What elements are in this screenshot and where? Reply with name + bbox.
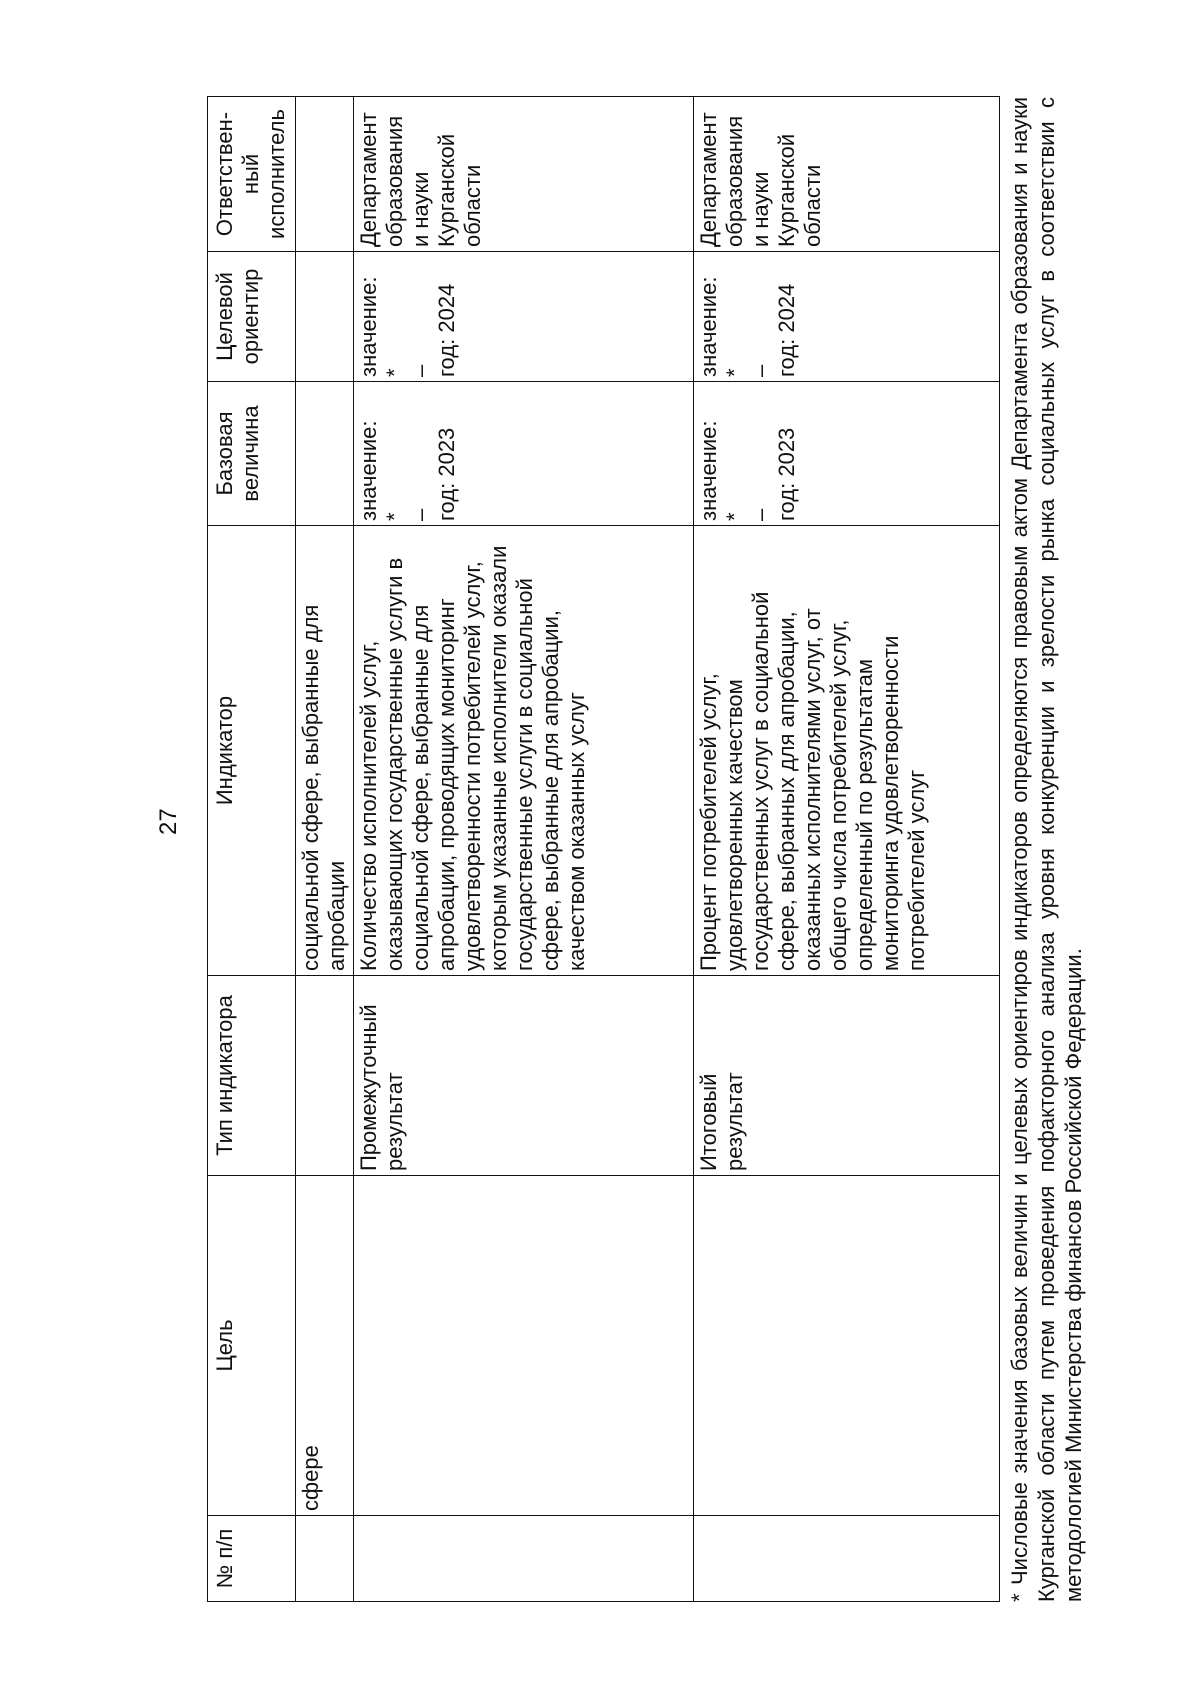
cell-type: Промежуточный результат	[354, 976, 694, 1176]
header-responsible: Ответствен-ный исполнитель	[208, 97, 296, 252]
table-header-row	[208, 97, 296, 1602]
cell-target	[694, 252, 1000, 382]
cell-responsible	[296, 97, 354, 252]
header-base: Базовая величина	[208, 382, 296, 526]
cell-base	[296, 382, 354, 526]
base-dash: –	[748, 508, 773, 521]
cell-type: Итоговый результат	[694, 976, 1000, 1176]
target-value-label: значение:	[696, 276, 721, 377]
base-value: *	[722, 512, 747, 521]
cell-target	[296, 252, 354, 382]
header-type: Тип индикатора	[208, 976, 296, 1176]
header-num: № п/п	[208, 1516, 296, 1602]
cell-base	[354, 382, 694, 526]
cell-target	[354, 252, 694, 382]
target-year: год: 2024	[774, 283, 799, 377]
base-year: год: 2023	[774, 427, 799, 521]
target-dash: –	[408, 364, 433, 377]
cell-num	[694, 1516, 1000, 1602]
header-goal: Цель	[208, 1176, 296, 1516]
table-row	[694, 97, 1000, 1602]
cell-goal	[694, 1176, 1000, 1516]
cell-responsible: Департамент образования и науки Курганской области	[354, 97, 694, 252]
indicators-table	[207, 96, 1000, 1602]
cell-responsible: Департамент образования и науки Курганской области	[694, 97, 1000, 252]
target-value: *	[382, 368, 407, 377]
target-value-label: значение:	[356, 276, 381, 377]
cell-goal: сфере	[296, 1176, 354, 1516]
cell-base	[694, 382, 1000, 526]
base-value: *	[382, 512, 407, 521]
cell-type	[296, 976, 354, 1176]
target-year: год: 2024	[434, 283, 459, 377]
target-value: *	[722, 368, 747, 377]
base-value-label: значение:	[356, 420, 381, 521]
rotated-page-content	[207, 97, 1087, 1602]
base-value-label: значение:	[696, 420, 721, 521]
base-dash: –	[408, 508, 433, 521]
cell-num	[296, 1516, 354, 1602]
table-row	[296, 97, 354, 1602]
cell-indicator: социальной сфере, выбранные для апробации	[296, 526, 354, 976]
target-dash: –	[748, 364, 773, 377]
cell-goal	[354, 1176, 694, 1516]
header-target: Целевой ориентир	[208, 252, 296, 382]
cell-indicator: Количество исполнителей услуг, оказывающих государственные услуги в социальной сфере, выбранные для апробации, проводящих мониторинг удовлетворенности потребителей услуг, которым указанные исполнители оказали государственные услуги в социальной сфере, выбранные для апробации, качеством оказанных услуг	[354, 526, 694, 976]
page-number: 27	[155, 808, 182, 835]
base-year: год: 2023	[434, 427, 459, 521]
table-row	[354, 97, 694, 1602]
header-indicator: Индикатор	[208, 526, 296, 976]
footnote: * Числовые значения базовых величин и целевых ориентиров индикаторов определяются правовым актом Департамента образования и науки Курганской области путем проведения пофакторного анализа уровня конкуренции и зрелости рынка социальных услуг в соответствии с методологией Министерства финансов Российской Федерации.	[1007, 97, 1086, 1602]
cell-num	[354, 1516, 694, 1602]
cell-indicator: Процент потребителей услуг, удовлетворенных качеством государственных услуг в социальной сфере, выбранных для апробации, оказанных исполнителями услуг, от общего числа потребителей услуг, определенный по результатам мониторинга удовлетворенности потребителей услуг	[694, 526, 1000, 976]
